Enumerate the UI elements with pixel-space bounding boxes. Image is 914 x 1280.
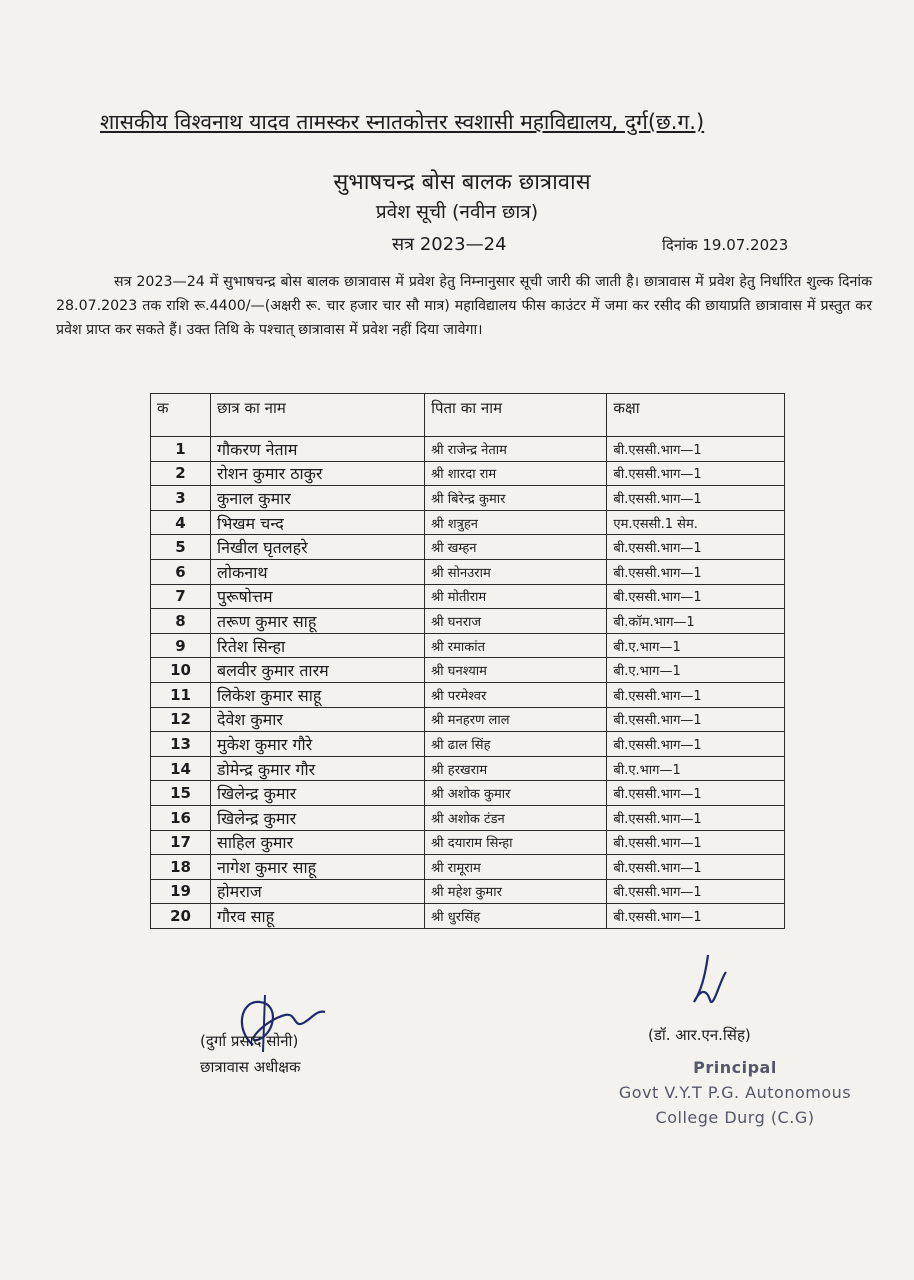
father-name: श्री घनराज: [425, 609, 607, 634]
principal-name: (डॉ. आर.एन.सिंह): [648, 1026, 751, 1044]
row-serial: 4: [151, 510, 211, 535]
father-name: श्री दयाराम सिन्हा: [425, 830, 607, 855]
table-row: [151, 756, 785, 781]
student-name: रोशन कुमार ठाकुर: [211, 461, 425, 486]
student-name: गौरव साहू: [211, 904, 425, 929]
father-name: श्री बिरेन्द्र कुमार: [425, 486, 607, 511]
seal-line-college: Govt V.Y.T P.G. Autonomous: [618, 1083, 852, 1102]
father-name: श्री शारदा राम: [425, 461, 607, 486]
row-serial: 13: [151, 732, 211, 757]
father-name: श्री रामूराम: [425, 855, 607, 880]
principal-signature: [680, 950, 750, 1020]
table-row: [151, 658, 785, 683]
class-name: बी.एससी.भाग—1: [607, 682, 785, 707]
table-row: [151, 732, 785, 757]
student-name: बलवीर कुमार तारम: [211, 658, 425, 683]
class-name: बी.एससी.भाग—1: [607, 904, 785, 929]
class-name: बी.ए.भाग—1: [607, 756, 785, 781]
row-serial: 2: [151, 461, 211, 486]
hostel-name: सुभाषचन्द्र बोस बालक छात्रावास: [333, 170, 591, 195]
list-title: प्रवेश सूची (नवीन छात्र): [375, 201, 539, 223]
class-name: बी.एससी.भाग—1: [607, 461, 785, 486]
table-row: [151, 904, 785, 929]
table-row: [151, 805, 785, 830]
table-row: [151, 437, 785, 462]
father-name: श्री परमेश्वर: [425, 682, 607, 707]
student-name: नागेश कुमार साहू: [211, 855, 425, 880]
table-row: [151, 879, 785, 904]
student-name: लिकेश कुमार साहू: [211, 682, 425, 707]
class-name: बी.एससी.भाग—1: [607, 559, 785, 584]
class-name: बी.ए.भाग—1: [607, 658, 785, 683]
row-serial: 18: [151, 855, 211, 880]
class-name: बी.एससी.भाग—1: [607, 805, 785, 830]
seal-line-location: College Durg (C.G): [655, 1108, 815, 1127]
father-name: श्री रमाकांत: [425, 633, 607, 658]
table-row: [151, 682, 785, 707]
father-name: श्री हरखराम: [425, 756, 607, 781]
student-name: भिखम चन्द: [211, 510, 425, 535]
father-name: श्री ढाल सिंह: [425, 732, 607, 757]
student-name: तरूण कुमार साहू: [211, 609, 425, 634]
notice-date: दिनांक 19.07.2023: [662, 236, 789, 254]
session-label: सत्र 2023—24: [392, 234, 507, 255]
father-name: श्री मोतीराम: [425, 584, 607, 609]
row-serial: 10: [151, 658, 211, 683]
superintendent-block: [200, 1028, 301, 1080]
student-name: लोकनाथ: [211, 559, 425, 584]
table-row: [151, 707, 785, 732]
notice-paragraph: सत्र 2023—24 में सुभाषचन्द्र बोस बालक छात्रावास में प्रवेश हेतु निम्नानुसार सूची जारी की जाती है। छात्रावास में प्रवेश हेतु निर्धारित शुल्क दिनांक 28.07.2023 तक राशि रू.4400/—(अक्षरी रू. चार हजार चार सौ मात्र) महाविद्यालय फीस काउंटर में जमा कर रसीद की छायाप्रति छात्रावास में प्रस्तुत कर प्रवेश प्राप्त कर सकते हैं। उक्त तिथि के पश्चात् छात्रावास में प्रवेश नहीं दिया जावेगा।: [56, 274, 872, 338]
superintendent-title: छात्रावास अधीक्षक: [200, 1058, 301, 1076]
student-name: देवेश कुमार: [211, 707, 425, 732]
row-serial: 7: [151, 584, 211, 609]
father-name: श्री महेश कुमार: [425, 879, 607, 904]
father-name: श्री धुरसिंह: [425, 904, 607, 929]
table-row: [151, 461, 785, 486]
table-header-row: [151, 394, 785, 437]
row-serial: 12: [151, 707, 211, 732]
class-name: बी.ए.भाग—1: [607, 633, 785, 658]
principal-seal: [590, 1055, 880, 1130]
header-class: कक्षा: [607, 394, 785, 437]
student-name: खिलेन्द्र कुमार: [211, 805, 425, 830]
student-name: डोमेन्द्र कुमार गौर: [211, 756, 425, 781]
header-father-name: पिता का नाम: [425, 394, 607, 437]
class-name: बी.एससी.भाग—1: [607, 732, 785, 757]
student-name: पुरूषोत्तम: [211, 584, 425, 609]
header-student-name: छात्र का नाम: [211, 394, 425, 437]
father-name: श्री अशोक कुमार: [425, 781, 607, 806]
father-name: श्री अशोक टंडन: [425, 805, 607, 830]
class-name: बी.एससी.भाग—1: [607, 879, 785, 904]
college-name: शासकीय विश्वनाथ यादव तामस्कर स्नातकोत्तर स्वशासी महाविद्यालय, दुर्ग(छ.ग.): [100, 110, 705, 134]
class-name: बी.कॉम.भाग—1: [607, 609, 785, 634]
row-serial: 1: [151, 437, 211, 462]
row-serial: 5: [151, 535, 211, 560]
father-name: श्री मनहरण लाल: [425, 707, 607, 732]
class-name: बी.एससी.भाग—1: [607, 584, 785, 609]
father-name: श्री सोनउराम: [425, 559, 607, 584]
class-name: एम.एससी.1 सेम.: [607, 510, 785, 535]
student-name: साहिल कुमार: [211, 830, 425, 855]
table-body: [151, 437, 785, 929]
row-serial: 15: [151, 781, 211, 806]
row-serial: 14: [151, 756, 211, 781]
row-serial: 8: [151, 609, 211, 634]
table-row: [151, 633, 785, 658]
student-name: कुनाल कुमार: [211, 486, 425, 511]
superintendent-name: (दुर्गा प्रसाद सोनी): [200, 1032, 299, 1050]
class-name: बी.एससी.भाग—1: [607, 855, 785, 880]
student-name: खिलेन्द्र कुमार: [211, 781, 425, 806]
table-row: [151, 609, 785, 634]
seal-line-principal: Principal: [693, 1058, 777, 1077]
table-row: [151, 830, 785, 855]
header-serial: क: [151, 394, 211, 437]
table-row: [151, 510, 785, 535]
class-name: बी.एससी.भाग—1: [607, 830, 785, 855]
student-name: मुकेश कुमार गौरे: [211, 732, 425, 757]
row-serial: 9: [151, 633, 211, 658]
class-name: बी.एससी.भाग—1: [607, 781, 785, 806]
table-row: [151, 584, 785, 609]
row-serial: 17: [151, 830, 211, 855]
row-serial: 16: [151, 805, 211, 830]
row-serial: 19: [151, 879, 211, 904]
student-name: रितेश सिन्हा: [211, 633, 425, 658]
father-name: श्री राजेन्द्र नेताम: [425, 437, 607, 462]
student-name: होमराज: [211, 879, 425, 904]
class-name: बी.एससी.भाग—1: [607, 707, 785, 732]
class-name: बी.एससी.भाग—1: [607, 535, 785, 560]
row-serial: 3: [151, 486, 211, 511]
student-name: निखील घृतलहरे: [211, 535, 425, 560]
table-row: [151, 535, 785, 560]
row-serial: 20: [151, 904, 211, 929]
table-row: [151, 486, 785, 511]
father-name: श्री शत्रुहन: [425, 510, 607, 535]
table-row: [151, 781, 785, 806]
table-row: [151, 559, 785, 584]
row-serial: 11: [151, 682, 211, 707]
father-name: श्री खम्हन: [425, 535, 607, 560]
admission-table: [150, 393, 785, 929]
father-name: श्री घनश्याम: [425, 658, 607, 683]
table-row: [151, 855, 785, 880]
class-name: बी.एससी.भाग—1: [607, 437, 785, 462]
class-name: बी.एससी.भाग—1: [607, 486, 785, 511]
row-serial: 6: [151, 559, 211, 584]
student-name: गौकरण नेताम: [211, 437, 425, 462]
